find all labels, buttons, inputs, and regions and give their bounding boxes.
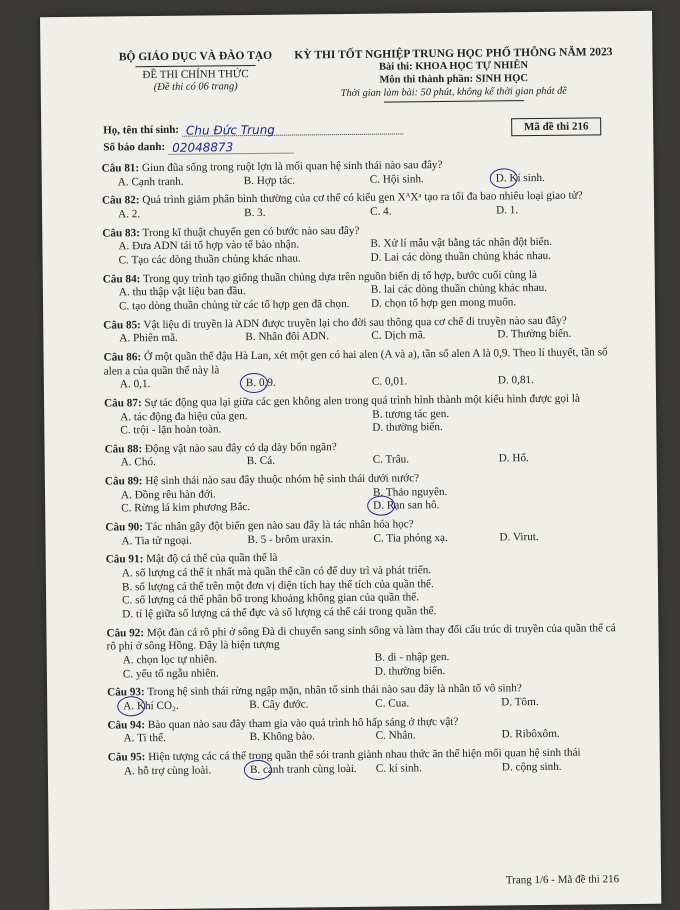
candidate-id-line <box>103 140 293 155</box>
handwritten-answer-circle <box>244 759 272 779</box>
question <box>106 622 627 682</box>
answer-option-text: B. di - nhập gen. <box>374 650 450 664</box>
answer-option-text: D. chọn tổ hợp gen mong muốn. <box>370 296 517 310</box>
answer-option-text: D. Thường biến. <box>497 327 572 341</box>
candidate-id-field <box>168 140 293 154</box>
answer-option-text: A. Khí CO₂. <box>123 699 179 713</box>
answer-option-text: C. Rừng lá kim phương Bắc. <box>121 501 251 515</box>
answer-option-text: C. trội - lặn hoàn toàn. <box>120 423 222 437</box>
answer-option <box>370 204 496 219</box>
question-number: Câu 93: <box>107 686 145 699</box>
subject-name: Môn thi thành phần: SINH HỌC <box>379 72 528 86</box>
question <box>102 189 622 222</box>
answer-option <box>124 731 250 746</box>
answer-options <box>107 649 627 682</box>
question-text: Trong quy trình tạo giống thuần chủng dựa trên nguồn biến dị tổ hợp, bước cuối cùng là <box>142 268 537 285</box>
answer-options <box>106 562 627 622</box>
answer-option-text: A. 0,1. <box>119 378 151 391</box>
answer-option-text: B. Cây đước. <box>249 698 309 712</box>
answer-option-text: C. 0,01. <box>371 375 408 388</box>
answer-option-text: A. chọn lọc tự nhiên. <box>122 653 218 667</box>
answer-option-text: A. Ti thể. <box>123 732 166 745</box>
exam-paper <box>40 11 661 910</box>
handwritten-answer-circle <box>240 373 268 393</box>
answer-option-text: B. cạnh tranh cùng loài. <box>249 762 357 776</box>
answer-option-text: B. 3. <box>244 206 266 220</box>
answer-option-text: D. Hổ. <box>498 452 529 465</box>
question-text: Một đàn cá rô phi ở sông Đà di chuyển sang sinh sống và làm thay đổi cấu trúc di truyền của quần thể cá rô phi ở sông Hồng. Đây là hiện tượng <box>106 621 616 653</box>
page-footer: Trang 1/6 - Mã đề thi 216 <box>505 873 620 887</box>
exam-code-box: Mã đề thi 216 <box>511 117 601 136</box>
question-text: Hệ sinh thái nào sau đây thuộc nhóm hệ sinh thái dưới nước? <box>145 472 420 488</box>
question <box>102 222 622 268</box>
answer-option <box>496 171 622 186</box>
answer-option-text: B. Hợp tác. <box>243 174 296 187</box>
answer-option <box>250 730 376 745</box>
answer-option <box>375 663 627 679</box>
answer-option <box>247 454 373 469</box>
candidate-info <box>103 121 403 155</box>
page-count-note: (Đề thi có 06 trang) <box>153 81 238 94</box>
answer-option <box>119 331 245 346</box>
answer-option-text: B. 5 - brôm uraxin. <box>247 532 334 546</box>
answer-option-text: D. Lai các dòng thuần chủng khác nhau. <box>370 249 552 264</box>
answer-option-text: B. Nhân đôi ADN. <box>245 330 330 344</box>
question-text: Hiện tượng các cá thể trong quần thể sói tranh giành nhau thức ăn thể hiện mối quan hệ sinh thái <box>148 746 581 764</box>
question-number: Câu 83: <box>102 226 140 240</box>
question-number: Câu 82: <box>101 194 140 207</box>
answer-option <box>499 452 625 467</box>
answer-option-text: D. Virut. <box>499 530 539 544</box>
answer-option-text: A. Đồng rêu hàn đới. <box>120 488 216 502</box>
question-text: Mật độ cá thể của quần thể là <box>146 552 278 566</box>
answer-option-text: A. Tia tử ngoại. <box>121 534 192 548</box>
header-left <box>100 49 290 96</box>
exam-title: KỲ THI TỐT NGHIỆP TRUNG HỌC PHỔ THÔNG NĂM 2023 <box>294 46 613 62</box>
answer-option <box>501 727 627 742</box>
question-number: Câu 87: <box>104 397 142 410</box>
question <box>105 470 625 516</box>
answer-option-text: C. Cua. <box>375 697 410 710</box>
answer-option <box>498 373 624 388</box>
answer-option <box>118 207 244 222</box>
candidate-id-label: Số báo danh: <box>103 141 166 154</box>
candidate-id-handwritten: 02048873 <box>172 140 234 156</box>
candidate-name-handwritten: Chu Đức Trung <box>185 122 275 138</box>
answer-option-text: D. Rạn san hô. <box>373 499 440 513</box>
answer-option-text: C. Tạo các dòng thuần chủng khác nhau. <box>118 252 301 267</box>
answer-option-text: D. 1. <box>496 204 519 217</box>
answer-option-text: C. yếu tố ngẫu nhiên. <box>122 667 219 681</box>
question-text: Ở một quần thể đậu Hà Lan, xét một gen có hai alen (A và a), tần số alen A là 0,9. Theo lí thuyết, tần số alen a của quần thể này là <box>103 346 608 378</box>
answer-option-text: C. Tia phóng xạ. <box>373 531 448 545</box>
answer-option-text: C. Nhân. <box>375 729 416 743</box>
answer-option <box>370 249 622 265</box>
question-text: Vật liệu di truyền là ADN được truyền lại cho đời sau thông qua cơ chế di truyền nào sau đây? <box>143 314 567 331</box>
answer-option-text: D. thường biến. <box>374 664 446 678</box>
answer-option-text: A. Phiên mã. <box>119 331 178 345</box>
question-text: Bào quan nào sau đây tham gia vào quá trình hô hấp sáng ở thực vật? <box>147 715 459 731</box>
answer-option-text: A. Cạnh tranh. <box>117 175 184 189</box>
answer-option-text: B. Không bào. <box>249 730 315 744</box>
answer-option-text: A. Chó. <box>120 456 156 469</box>
answer-option-text: A. tác động đa hiệu của gen. <box>120 409 248 423</box>
answer-options <box>103 281 623 314</box>
answer-option <box>372 419 624 435</box>
answer-option-text: C. Hội sinh. <box>369 172 424 186</box>
answer-option-text: A. thu thập vật liệu ban đầu. <box>118 285 246 299</box>
answer-option <box>246 376 372 391</box>
handwritten-answer-circle <box>490 168 518 188</box>
answer-option-text: A. Đưa ADN tái tổ hợp vào tế bào nhận. <box>118 238 300 253</box>
answer-option <box>496 203 622 218</box>
question <box>103 268 623 314</box>
question-number: Câu 81: <box>101 162 140 175</box>
answer-option <box>501 695 627 710</box>
official-label: ĐỀ THI CHÍNH THỨC <box>142 68 249 82</box>
answer-option-text: A. số lượng cá thể ít nhất mà quần thể cần có để duy trì và phát triển. <box>121 564 432 580</box>
handwritten-answer-circle <box>367 496 395 516</box>
answer-option <box>375 696 501 711</box>
answer-option <box>373 453 499 468</box>
answer-options <box>105 484 625 517</box>
answer-options <box>102 235 622 268</box>
answer-option-text: B. Xử lí mẫu vật bằng tác nhân đột biến. <box>370 236 553 251</box>
answer-option <box>247 532 373 547</box>
question-number: Câu 92: <box>106 626 145 640</box>
answer-option-text: B. tương tác gen. <box>372 407 450 421</box>
answer-option <box>250 762 376 777</box>
question-number: Câu 85: <box>103 318 141 332</box>
question <box>108 746 628 779</box>
answer-option <box>124 764 250 779</box>
answer-option-text: D. thường biến. <box>372 421 443 434</box>
answer-option-text: C. kí sinh. <box>375 761 422 775</box>
answer-option-text: C. tạo dòng thuần chủng từ các tổ hợp gen đã chọn. <box>118 297 350 313</box>
answer-option-text: B. lai các dòng thuần chủng khác nhau. <box>370 282 548 297</box>
answer-option-text: D. Tôm. <box>501 695 539 709</box>
candidate-name-label: Họ, tên thí sinh: <box>103 123 180 137</box>
answer-option <box>375 729 501 744</box>
answer-option-text: C. 4. <box>370 205 392 218</box>
question <box>102 157 622 190</box>
question <box>104 438 624 471</box>
divider <box>384 100 524 102</box>
ministry-name: BỘ GIÁO DỤC VÀ ĐÀO TẠO <box>118 49 273 64</box>
question-number: Câu 95: <box>107 751 146 764</box>
answer-option <box>244 173 370 188</box>
question-text: Giun đũa sống trong ruột lợn là mối quan hệ sinh thái nào sau đây? <box>141 158 443 175</box>
answer-option-text: D. 0,81. <box>497 374 534 387</box>
answer-option <box>118 175 244 190</box>
handwritten-answer-circle <box>117 696 145 716</box>
question-number: Câu 90: <box>105 521 144 534</box>
question-number: Câu 94: <box>107 718 146 732</box>
question-text: Trong kĩ thuật chuyển gen có bước nào sau đây? <box>142 224 360 239</box>
question-text: Động vật nào sau đây có dạ dày bốn ngăn? <box>144 440 337 455</box>
answer-option-text: B. 0,9. <box>245 376 276 390</box>
answer-option <box>244 206 370 221</box>
answer-option <box>376 761 502 776</box>
answer-option <box>372 375 498 390</box>
answer-option <box>119 252 371 268</box>
question-number: Câu 86: <box>103 351 142 364</box>
question <box>107 714 627 747</box>
answer-option <box>370 172 496 187</box>
question-text: Sự tác động qua lại giữa các gen không alen trong quá trình hình thành một kiểu hình được gọi là <box>144 392 580 409</box>
answer-option <box>371 295 623 311</box>
time-limit: Thời gian làm bài: 50 phút, không kể thời gian phát đề <box>340 85 567 99</box>
question-number: Câu 91: <box>105 553 144 566</box>
answer-option <box>499 530 625 545</box>
question-list <box>102 157 628 784</box>
header-right <box>288 45 619 106</box>
answer-option-text: D. Kí sinh. <box>495 171 545 185</box>
answer-option-text: D. cộng sinh. <box>501 760 562 774</box>
answer-option-text: B. Thảo nguyên. <box>372 485 448 499</box>
answer-option <box>245 330 371 345</box>
question <box>103 314 623 347</box>
subject-group: Bài thi: KHOA HỌC TỰ NHIÊN <box>378 60 529 73</box>
answer-option <box>123 699 249 714</box>
answer-option-text: C. Dịch mã. <box>371 329 426 342</box>
candidate-name-line <box>103 121 403 138</box>
divider <box>136 65 256 67</box>
question-number: Câu 89: <box>104 475 143 488</box>
answer-option <box>121 500 373 516</box>
answer-option-text: B. số lượng cá thể trên một đơn vị diện tích hay thể tích của quần thể. <box>121 577 434 594</box>
candidate-name-field <box>182 122 403 137</box>
answer-option <box>121 456 247 471</box>
answer-option-text: D. tỉ lệ giữa số lượng cá thể đực và số lượng cá thể cái trong quần thể. <box>122 605 437 621</box>
question-text: Tác nhân gây đột biến gen nào sau đây là tác nhân hóa học? <box>145 518 414 534</box>
answer-option <box>120 377 246 392</box>
answer-option-text: B. Cá. <box>246 455 276 468</box>
answer-option <box>123 665 375 681</box>
answer-option <box>502 760 628 775</box>
question-text: Trong hệ sinh thái rừng ngập mặn, nhân tố sinh thái nào sau đây là nhân tố vô sinh? <box>147 682 522 699</box>
question-number: Câu 84: <box>102 272 141 286</box>
answer-option <box>371 329 497 344</box>
answer-option <box>119 298 371 314</box>
question <box>104 392 624 438</box>
answer-option-text: C. số lượng cá thể phân bố trong khoảng không gian của quần thể. <box>122 591 420 607</box>
answer-option-text: A. hỗ trợ cùng loài. <box>123 764 212 777</box>
answer-option-text: A. 2. <box>118 208 141 221</box>
question <box>105 516 625 549</box>
answer-option <box>373 498 625 514</box>
answer-option-text: D. Ribôxôm. <box>501 728 560 741</box>
answer-option <box>373 531 499 546</box>
question-number: Câu 88: <box>104 442 143 456</box>
answer-option <box>497 327 623 342</box>
answer-option-text: C. Trâu. <box>372 453 410 467</box>
answer-option <box>249 698 375 713</box>
question <box>106 549 627 623</box>
question-text: Quá trình giảm phân bình thường của cơ thể có kiểu gen XᴬXᵃ tạo ra tối đa bao nhiêu loại giao tử? <box>142 189 583 207</box>
answer-option <box>120 422 372 438</box>
answer-options <box>104 406 624 439</box>
question <box>104 346 624 392</box>
question <box>107 681 627 714</box>
answer-option <box>121 534 247 549</box>
